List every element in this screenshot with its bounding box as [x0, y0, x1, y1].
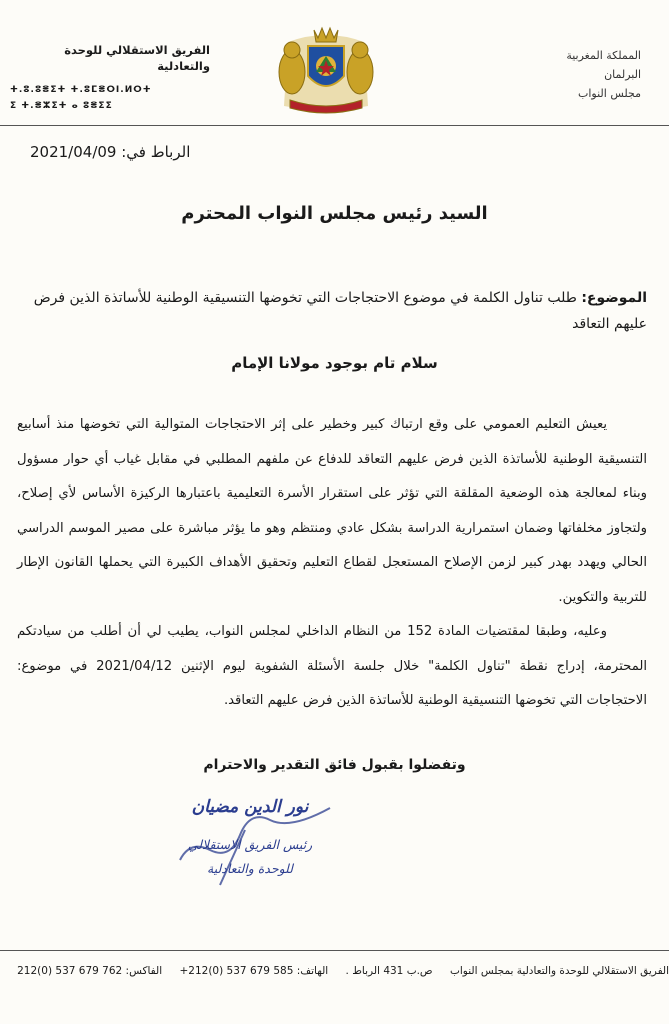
footer-fax: الفاكس: 762 679 537 (0)212	[17, 965, 163, 977]
group-tifinagh-line2: ⵉ ⵜ.ⴻⵣⵉⵜ ⴰ ⵓⴻⵉⵉ	[10, 101, 113, 111]
signature-role-line2: للوحدة والتعادلية	[207, 861, 293, 876]
footer-pobox: ص.ب 431 الرباط .	[345, 965, 433, 977]
subject-text: طلب تناول الكلمة في موضوع الاحتجاجات التي تخوضها التنسيقية الوطنية للأساتذة الذين فرض عليهم التعاقد	[33, 290, 647, 332]
letter-subject	[17, 285, 647, 337]
signature-role-line1: رئيس الفريق الاستقلالي	[187, 837, 313, 852]
signature-role	[150, 833, 350, 881]
coat-of-arms-emblem	[270, 24, 382, 116]
footer-divider	[0, 950, 669, 951]
footer-phone: الهاتف: 585 679 537 (0)212+	[179, 965, 329, 977]
header-house: مجلس النواب	[578, 87, 641, 100]
letterhead-footer	[0, 965, 669, 977]
header-parliament: البرلمان	[604, 68, 641, 81]
letter-addressee: السيد رئيس مجلس النواب المحترم	[181, 203, 488, 224]
subject-label: الموضوع:	[581, 290, 647, 306]
signature-name: نور الدين مضيان	[191, 797, 309, 817]
footer-org: الفريق الاستقلالي للوحدة والتعادلية بمجلس النواب	[449, 965, 669, 977]
letter-salutation: سلام تام بوجود مولانا الإمام	[231, 354, 438, 372]
header-institution	[481, 46, 641, 103]
body-paragraph-1: يعيش التعليم العمومي على وقع ارتباك كبير وخطير على إثر الاحتجاجات المتوالية التي تخوضها منذ أسابيع التنسيقية الوطنية للأساتذة الذين فرض عليهم التعاقد للدفاع عن ملفهم المطلبي في مقابل غياب أي حوار مسؤول وبناء لمعالجة هذه الوضعية المقلقة التي تؤثر على استقرار الأسرة التعليمية باعتبارها الركيزة الأساس لأي إصلاح، ولتجاوز مخلفاتها وضمان استمرارية الدراسة بشكل عادي ومنتظم وهو ما يؤثر مباشرة على مصير الموسم الدراسي الحالي ويهدد بهدر كبير لزمن الإصلاح المستعجل لقطاع التعليم وتحقيق الأهداف الكبيرة التي يحملها القانون الإطار للتربية والتكوين.	[17, 417, 647, 605]
group-title: الفريق الاستقلالي للوحدة والتعادلية	[64, 43, 210, 73]
letter-closing: وتفضلوا بقبول فائق التقدير والاحترام	[203, 757, 466, 773]
group-tifinagh-line1: ⵜ.ⵓ.ⵓⴻⵉⵜ ⵜ.ⵓⵎⴻⵔⵏ.ⵍⵔⵜ	[10, 85, 152, 95]
body-paragraph-2: وعليه، وطبقا لمقتضيات المادة 152 من النظام الداخلي لمجلس النواب، يطيب لي أن أطلب من سيادتكم المحترمة، إدراج نقطة "تناول الكلمة" خلال جلسة الأسئلة الشفوية ليوم الإثنين 2021/04/12 في موضوع: الاحتجاجات التي تخوضها التنسيقية الوطنية للأساتذة الذين فرض عليهم التعاقد.	[17, 624, 647, 708]
header-divider	[0, 125, 669, 126]
letter-body	[17, 408, 647, 719]
header-kingdom: المملكة المغربية	[566, 49, 641, 62]
letter-date: الرباط في: 2021/04/09	[30, 143, 191, 161]
header-group	[10, 42, 210, 114]
